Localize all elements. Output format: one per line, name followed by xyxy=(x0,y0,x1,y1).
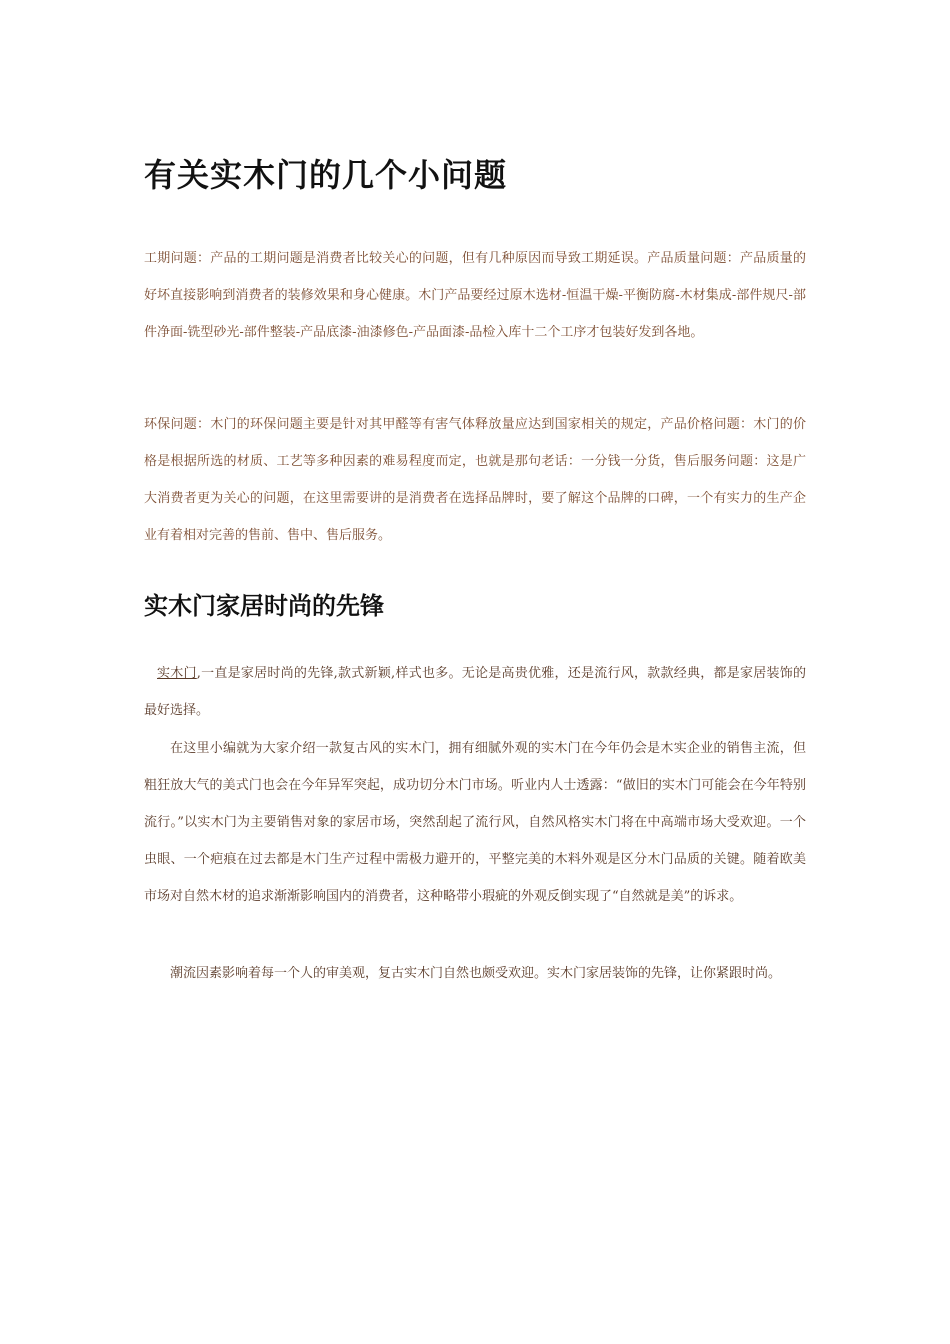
paragraph-conclusion: 潮流因素影响着每一个人的审美观，复古实木门自然也颇受欢迎。实木门家居装饰的先锋，让你紧跟时尚。 xyxy=(170,966,782,981)
paragraph-schedule-quality: 工期问题：产品的工期问题是消费者比较关心的问题，但有几种原因而导致工期延误。产品质量问题：产品质量的好坏直接影响到消费者的装修效果和身心健康。木门产品要经过原木选材-恒温干燥-平衡防腐-木材集成-部件规尺-部件净面-铣型砂光-部件整装-产品底漆-油漆修色-产品面漆-品检入库十二个工序才包装好发到各地。 xyxy=(144,251,806,340)
section-title: 实木门家居时尚的先锋 xyxy=(144,592,384,620)
paragraph-intro-text: ,一直是家居时尚的先锋,款式新颖,样式也多。无论是高贵优雅，还是流行风，款款经典，都是家居装饰的最好选择。 xyxy=(144,666,806,718)
paragraph-environment-price-service: 环保问题：木门的环保问题主要是针对其甲醛等有害气体释放量应达到国家相关的规定，产品价格问题：木门的价格是根据所选的材质、工艺等多种因素的难易程度而定，也就是那句老话：一分钱一分货，售后服务问题：这是广大消费者更为关心的问题，在这里需要讲的是消费者在选择品牌时，要了解这个品牌的口碑，一个有实力的生产企业有着相对完善的售前、售中、售后服务。 xyxy=(144,417,806,543)
paragraph-retro-trend: 在这里小编就为大家介绍一款复古风的实木门，拥有细腻外观的实木门在今年仍会是木实企业的销售主流，但粗狂放大气的美式门也会在今年异军突起，成功切分木门市场。听业内人士透露：“做旧的实木门可能会在今年特别流行。”以实木门为主要销售对象的家居市场，突然刮起了流行风，自然风格实木门将在中高端市场大受欢迎。一个虫眼、一个疤痕在过去都是木门生产过程中需极力避开的，平整完美的木料外观是区分木门品质的关键。随着欧美市场对自然木材的追求渐渐影响国内的消费者，这种略带小瑕疵的外观反倒实现了“自然就是美”的诉求。 xyxy=(144,741,806,904)
page-title: 有关实木门的几个小问题 xyxy=(144,156,508,194)
paragraph-intro xyxy=(144,655,806,729)
solid-wood-door-link[interactable]: 实木门 xyxy=(157,666,197,681)
